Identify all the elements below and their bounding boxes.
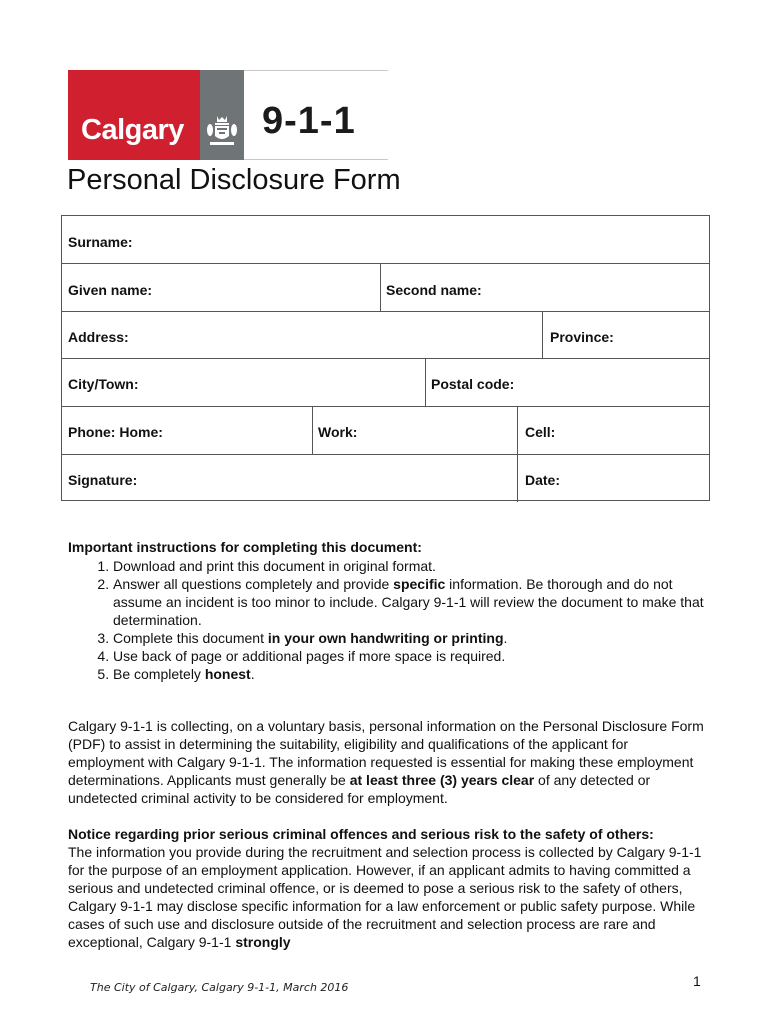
phone-home-field[interactable]: Phone: Home: [68, 424, 163, 440]
logo-brand-block [68, 70, 200, 160]
form-col-divider [312, 406, 313, 454]
instruction-text: Be completely [113, 666, 205, 682]
postal-code-field[interactable]: Postal code: [431, 376, 515, 392]
cell-phone-field[interactable]: Cell: [525, 424, 556, 440]
date-field[interactable]: Date: [525, 472, 561, 488]
city-field[interactable]: City/Town: [68, 376, 139, 392]
calgary-911-logo [68, 70, 388, 160]
collection-notice-paragraph [68, 717, 708, 807]
form-col-divider [425, 358, 426, 406]
province-field[interactable]: Province: [550, 329, 614, 345]
instruction-text: Use back of page or additional pages if more space is required. [113, 648, 506, 664]
instruction-text: . [503, 630, 508, 646]
given-name-field[interactable]: Given name: [68, 282, 153, 298]
list-item [113, 665, 708, 683]
instructions-section [68, 538, 708, 683]
collection-text: Calgary 9-1-1 is collecting, on a voluntary basis, personal information on the Personal Disclosure Form (PDF) to assist in determining the suitability, eligibility and qualifications of the applicant for employment with Calgary 9-1-1. The information requested is essential for making these employment determinations. Applicants must generally be [68, 718, 704, 788]
form-col-divider [380, 263, 381, 311]
logo-top-rule [244, 70, 388, 71]
form-row-divider [62, 311, 709, 312]
instruction-text: Download and print this document in original format. [113, 558, 436, 574]
logo-crest-block [200, 70, 244, 160]
instruction-text: . [250, 666, 255, 682]
notice-text: The information you provide during the recruitment and selection process is collected by Calgary 9-1-1 for the purpose of an employment application. However, if an applicant admits to having committed a serious and undetected criminal offence, or is deemed to pose a serious risk to the safety of others, Calgary 9-1-1 may disclose specific information for a law enforcement or public safety purpose. While cases of such use and disclosure outside of the recruitment and selection process are rare and exceptional, Calgary 9-1-1 [68, 844, 702, 950]
form-col-divider [517, 406, 518, 502]
work-phone-field[interactable]: Work: [318, 424, 358, 440]
page-number: 1 [693, 973, 701, 989]
logo-service-number: 9-1-1 [262, 100, 356, 142]
address-field[interactable]: Address: [68, 329, 129, 345]
notice-emphasis: strongly [235, 934, 291, 950]
instruction-emphasis: honest [204, 666, 251, 682]
list-item [113, 647, 708, 665]
collection-text: of any detected or undetected criminal activity to be considered for employment. [68, 772, 651, 806]
form-col-divider [542, 311, 543, 358]
collection-emphasis: at least three (3) years clear [349, 772, 535, 788]
notice-paragraph [68, 825, 708, 951]
instruction-text: information. Be thorough and do not assume an incident is too minor to include. Calgary 9-1-1 will review the document to make that determination. [113, 576, 704, 628]
footer-text: The City of Calgary, Calgary 9-1-1, March 2016 [90, 981, 349, 994]
instructions-list [68, 557, 708, 683]
instructions-heading: Important instructions for completing this document: [68, 539, 422, 555]
notice-heading: Notice regarding prior serious criminal offences and serious risk to the safety of others: [68, 826, 654, 842]
personal-info-form [61, 215, 710, 501]
form-row-divider [62, 358, 709, 359]
instruction-emphasis: specific [393, 576, 446, 592]
form-row-divider [62, 263, 709, 264]
list-item [113, 575, 708, 629]
city-crest-icon [204, 114, 240, 148]
instruction-text: Complete this document [113, 630, 268, 646]
second-name-field[interactable]: Second name: [386, 282, 482, 298]
surname-field[interactable]: Surname: [68, 234, 133, 250]
signature-field[interactable]: Signature: [68, 472, 138, 488]
instruction-text: Answer all questions completely and provide [113, 576, 394, 592]
form-row-divider [62, 454, 709, 455]
logo-brand-text: Calgary [81, 114, 184, 146]
logo-bottom-rule [244, 159, 388, 160]
list-item [113, 557, 708, 575]
form-row-divider [62, 406, 709, 407]
list-item [113, 629, 708, 647]
page-title: Personal Disclosure Form [67, 164, 401, 196]
instruction-emphasis: in your own handwriting or printing [267, 630, 504, 646]
